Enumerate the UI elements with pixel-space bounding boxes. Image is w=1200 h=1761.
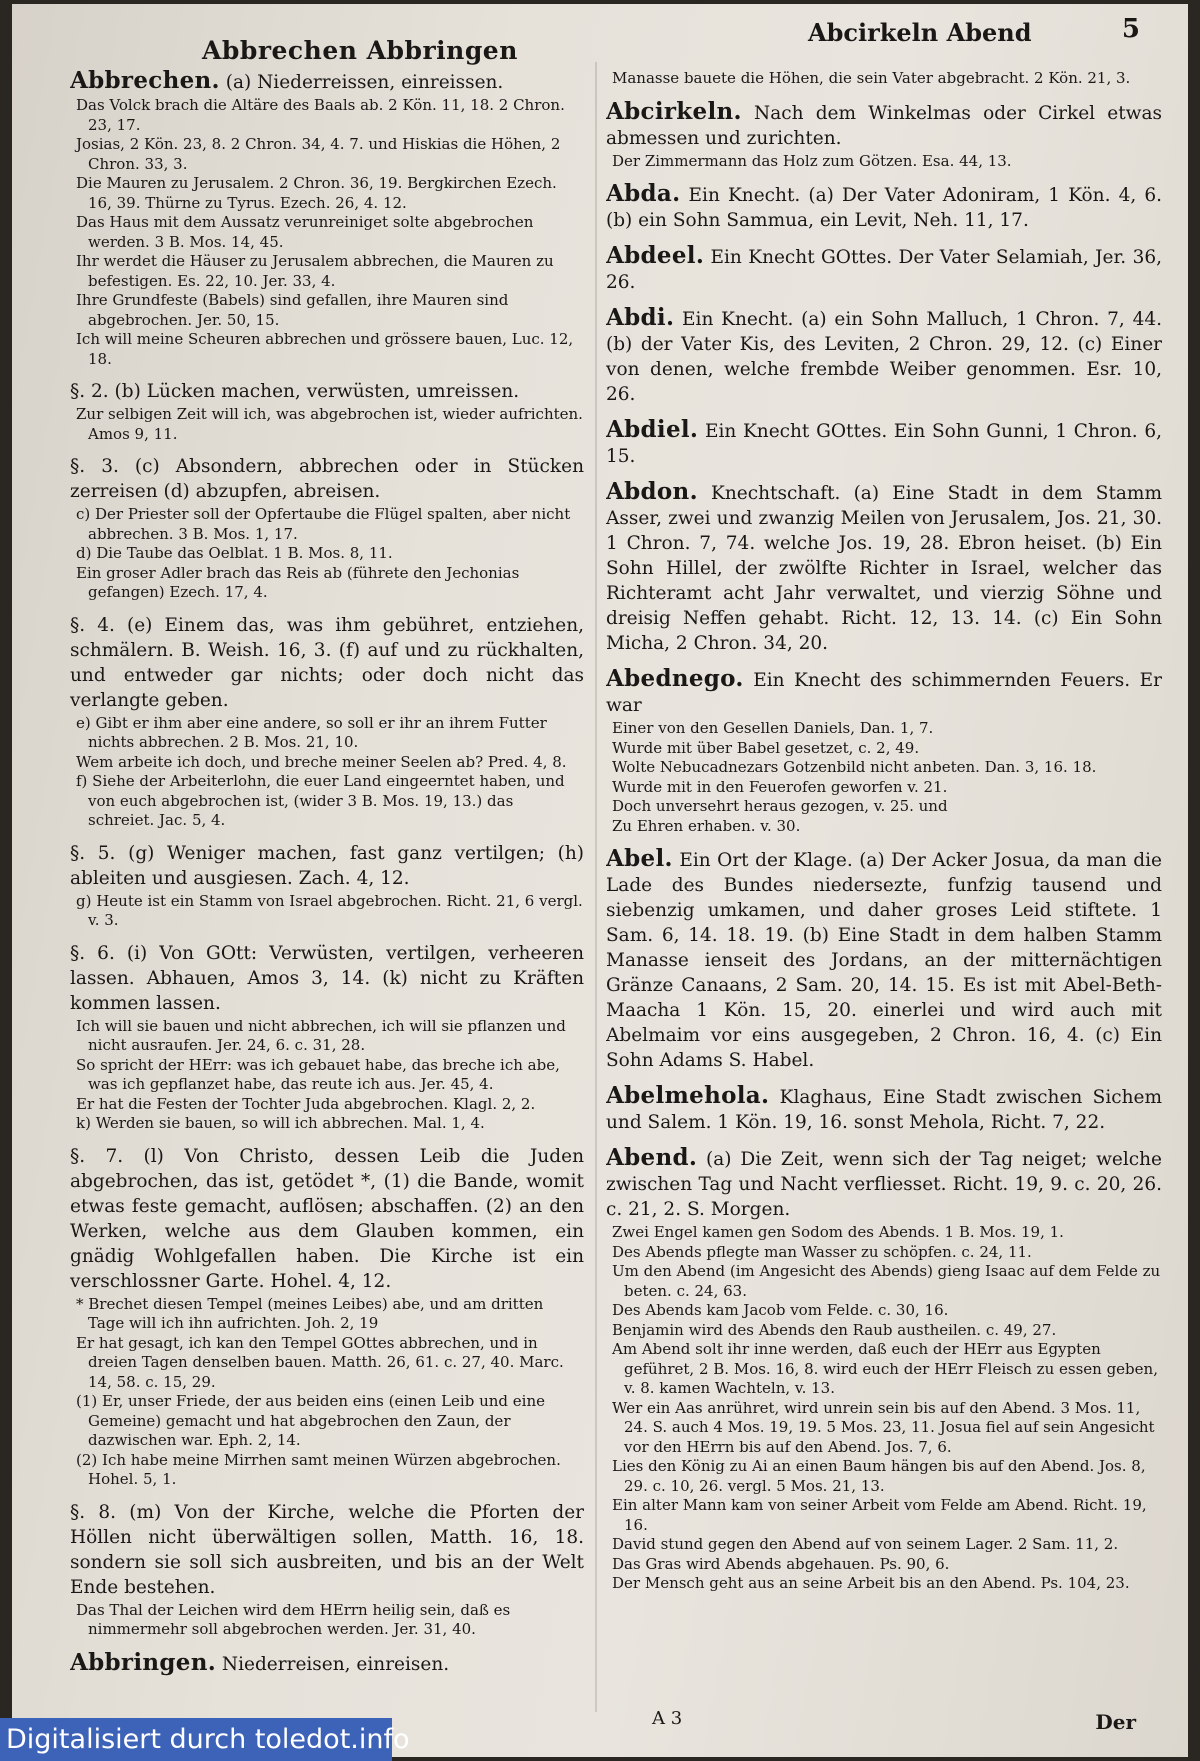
dictionary-entry — [70, 841, 584, 931]
entry-text: Niederreisen, einreisen. — [216, 1653, 450, 1675]
dictionary-entry — [70, 379, 584, 444]
citation-line: Die Mauren zu Jerusalem. 2 Chron. 36, 19. Bergkirchen Ezech. 16, 39. Thürne zu Tyrus. Ezech. 26, 4. 12. — [76, 174, 557, 212]
right-running-head: Abcirkeln Abend — [808, 18, 1032, 47]
entry-definition — [606, 1145, 1162, 1222]
citation-list — [70, 505, 584, 603]
citation-list — [70, 96, 584, 369]
entry-definition — [606, 666, 1162, 718]
entry-definition — [70, 68, 584, 95]
left-running-head: Abbrechen Abbringen — [202, 36, 518, 65]
entry-text: Ein Knecht GOttes. Ein Sohn Gunni, 1 Chron. 6, 15. — [606, 421, 1162, 467]
entry-text: Ein Knecht des schimmernden Feuers. Er war — [606, 670, 1162, 716]
citation-list — [70, 405, 584, 444]
citation-line: Er hat gesagt, ich kan den Tempel GOttes abbrechen, und in dreien Tagen denselben bauen. Matth. 26, 61. c. 27, 40. Marc. 14, 58. c. 15, 29. — [76, 1333, 564, 1391]
entry-definition — [606, 243, 1162, 295]
catchword: Der — [1095, 1710, 1136, 1734]
citation-line: Ein alter Mann kam von seiner Arbeit vom Felde am Abend. Richt. 19, 16. — [612, 1496, 1147, 1534]
entry-text: Knechtschaft. (a) Eine Stadt in dem Stamm Asser, zwei und zwanzig Meilen von Jerusalem, Jos. 21, 30. 1 Chron. 7, 74. welche Jos. 19, 28. Ebron heiset. (b) Ein Sohn Hillel, der zwölfte Richter in Israel, welcher das Richteramt acht Jahr verwaltet, und vierzig Söhne und dreisig Neffen gehabt. Richt. 12, 13. 14. (c) Ein Sohn Micha, 2 Chron. 34, 20. — [606, 483, 1162, 654]
digitization-watermark: Digitalisiert durch toledot.info — [0, 1718, 392, 1761]
entry-lemma: Abcirkeln. — [606, 97, 742, 125]
page-number: 5 — [1121, 14, 1140, 44]
entry-lemma: Abda. — [606, 180, 681, 207]
entry-definition — [70, 1500, 584, 1600]
dictionary-entry — [70, 1144, 584, 1490]
citation-line: Lies den König zu Ai an einen Baum hängen bis auf den Abend. Jos. 8, 29. c. 10, 26. vergl. 5 Mos. 21, 13. — [612, 1457, 1146, 1495]
citation-line: Zwei Engel kamen gen Sodom des Abends. 1 B. Mos. 19, 1. — [612, 1223, 1064, 1241]
citation-line: Der Mensch geht aus an seine Arbeit bis an den Abend. Ps. 104, 23. — [612, 1574, 1130, 1592]
entry-text: §. 4. (e) Einem das, was ihm gebühret, entziehen, schmälern. B. Weish. 16, 3. (f) auf und zu rückhalten, und entweder gar nichts; oder doch nicht das verlangte geben. — [70, 614, 584, 711]
citation-line: e) Gibt er ihm aber eine andere, so soll er ihr an ihrem Futter nichts abbrechen. 2 B. Mos. 21, 10. — [76, 713, 547, 751]
dictionary-entry — [70, 454, 584, 603]
dictionary-entry — [606, 243, 1162, 295]
entry-definition — [70, 841, 584, 891]
citation-line: Das Volck brach die Altäre des Baals ab. 2 Kön. 11, 18. 2 Chron. 23, 17. — [76, 96, 565, 134]
entry-definition — [606, 479, 1162, 656]
citation-line: (2) Ich habe meine Mirrhen samt meinen Würzen abgebrochen. Hohel. 5, 1. — [76, 1450, 561, 1488]
citation-line: c) Der Priester soll der Opfertaube die Flügel spalten, aber nicht abbrechen. 3 B. Mos. 1, 17. — [76, 505, 571, 543]
entry-definition — [606, 181, 1162, 233]
citation-line: Wurde mit über Babel gesetzet, c. 2, 49. — [612, 738, 920, 757]
citation-line: Das Gras wird Abends abgehauen. Ps. 90, 6. — [612, 1554, 950, 1573]
column-gutter — [595, 62, 597, 1712]
citation-line: Wer ein Aas anrühret, wird unrein sein bis auf den Abend. 3 Mos. 11, 24. S. auch 4 Mos. 19, 19. 5 Mos. 23, 11. Josua fiel auf sein Angesicht vor den HErrn bis auf den Abend. Jos. 7, 6. — [612, 1398, 1155, 1456]
dictionary-entry — [606, 305, 1162, 407]
dictionary-entry — [70, 1650, 584, 1677]
entry-text: §. 3. (c) Absondern, abbrechen oder in Stücken zerreisen (d) abzupfen, abreisen. — [70, 456, 584, 502]
dictionary-entry — [70, 68, 584, 369]
citation-line: Manasse bauete die Höhen, die sein Vater abgebracht. 2 Kön. 21, 3. — [612, 69, 1131, 87]
dictionary-entry — [606, 666, 1162, 836]
citation-list — [606, 719, 1162, 836]
citation-line: Wem arbeite ich doch, und breche meiner Seelen ab? Pred. 4, 8. — [76, 752, 567, 771]
entry-lemma: Abdeel. — [606, 242, 705, 269]
entry-text: Ein Knecht. (a) ein Sohn Malluch, 1 Chron. 7, 44. (b) der Vater Kis, des Leviten, 2 Chron. 29, 12. (c) Einer von denen, welche frembde Weiber genommen. Esr. 10, 26. — [606, 309, 1162, 405]
citation-line: Um den Abend (im Angesicht des Abends) gieng Isaac auf dem Felde zu beten. c. 24, 63. — [612, 1262, 1161, 1300]
entry-lemma: Abbringen. — [70, 1648, 217, 1676]
entry-definition — [606, 417, 1162, 469]
entry-lemma: Abdiel. — [606, 416, 699, 443]
entry-definition — [70, 941, 584, 1016]
page-header — [12, 14, 1188, 65]
entry-definition — [70, 1650, 584, 1677]
dictionary-entry — [70, 941, 584, 1134]
dictionary-entry — [606, 846, 1162, 1073]
entry-definition — [70, 379, 584, 404]
citation-line: Zur selbigen Zeit will ich, was abgebrochen ist, wieder aufrichten. Amos 9, 11. — [76, 405, 583, 443]
citation-line: Ich will sie bauen und nicht abbrechen, ich will sie pflanzen und nicht ausraufen. Jer. 24, 6. c. 31, 28. — [76, 1016, 566, 1054]
dictionary-entry — [606, 99, 1162, 172]
citation-line: f) Siehe der Arbeiterlohn, die euer Land eingeerntet haben, und von euch abgebrochen ist, (wider 3 B. Mos. 19, 13.) das schreiet. Jac. 5, 4. — [76, 772, 565, 829]
entry-lemma: Abdon. — [606, 478, 698, 505]
entry-text: §. 5. (g) Weniger machen, fast ganz vertilgen; (h) ableiten und ausgiesen. Zach. 4, 12. — [70, 842, 584, 889]
entry-lemma: Abednego. — [606, 665, 744, 692]
citation-line: Doch unversehrt heraus gezogen, v. 25. und — [612, 797, 948, 815]
citation-line: Das Thal der Leichen wird dem HErrn heilig sein, daß es nimmermehr soll abgebrochen werden. Jer. 31, 40. — [76, 1600, 511, 1638]
book-page — [12, 4, 1188, 1757]
left-column — [70, 68, 584, 1708]
citation-line: d) Die Taube das Oelblat. 1 B. Mos. 8, 11. — [76, 544, 393, 562]
dictionary-entry — [70, 1500, 584, 1640]
entry-lemma: Abend. — [606, 1144, 698, 1171]
citation-line: (1) Er, unser Friede, der aus beiden eins (einen Leib und eine Gemeine) gemacht und hat abgebrochen den Zaun, der dazwischen war. Eph. 2, 14. — [76, 1392, 545, 1449]
citation-line: David stund gegen den Abend auf von seinem Lager. 2 Sam. 11, 2. — [612, 1535, 1119, 1553]
dictionary-entry — [606, 1083, 1162, 1135]
entry-text: Ein Ort der Klage. (a) Der Acker Josua, da man die Lade des Bundes niedersezte, funfzig tausend und siebenzig umkamen, und daher groses Leid stiftete. 1 Sam. 6, 14. 18. 19. (b) Eine Stadt in dem halben Stamm Manasse ienseit des Jordans, an der mitternächtigen Gränze Canaans, 2 Sam. 20, 14. 15. Es ist mit Abel-Beth-Maacha 1 Kön. 15, 20. einerlei und wird auch mit Abelmaim vor eins ausgegeben, 2 Chron. 16, 4. (c) Ein Sohn Adams S. Habel. — [606, 850, 1162, 1071]
citation-line: Er hat die Festen der Tochter Juda abgebrochen. Klagl. 2, 2. — [76, 1094, 536, 1113]
entry-text: §. 2. (b) Lücken machen, verwüsten, umreissen. — [70, 381, 520, 402]
dictionary-entry — [606, 181, 1162, 233]
signature-mark: A 3 — [652, 1708, 683, 1729]
entry-lemma: Abelmehola. — [606, 1082, 770, 1109]
entry-lemma: Abdi. — [606, 304, 675, 331]
entry-lemma: Abel. — [606, 845, 673, 872]
citation-line: Wolte Nebucadnezars Gotzenbild nicht anbeten. Dan. 3, 16. 18. — [612, 758, 1097, 776]
entry-text: §. 8. (m) Von der Kirche, welche die Pforten der Höllen nicht überwältigen sollen, Matth. 16, 18. sondern sie soll sich ausbreiten, und bis an der Welt Ende bestehen. — [70, 1501, 584, 1598]
citation-line: Benjamin wird des Abends den Raub austheilen. c. 49, 27. — [612, 1320, 1057, 1339]
citation-line: Ich will meine Scheuren abbrechen und grössere bauen, Luc. 12, 18. — [76, 330, 574, 368]
entry-text: Ein Knecht GOttes. Der Vater Selamiah, Jer. 36, 26. — [606, 247, 1162, 293]
entry-definition — [70, 613, 584, 713]
entry-definition — [606, 846, 1162, 1073]
dictionary-entry — [606, 1145, 1162, 1594]
right-column — [606, 68, 1162, 1708]
entry-lemma: Abbrechen. — [70, 68, 220, 94]
citation-list — [70, 892, 584, 931]
citation-line: Ihr werdet die Häuser zu Jerusalem abbrechen, die Mauren zu befestigen. Es. 22, 10. Jer. 33, 4. — [76, 252, 554, 290]
citation-list — [70, 1601, 584, 1640]
citation-line: So spricht der HErr: was ich gebauet habe, das breche ich abe, was ich gepflanzet habe, das reute ich aus. Jer. 45, 4. — [76, 1055, 560, 1093]
citation-line: Ihre Grundfeste (Babels) sind gefallen, ihre Mauren sind abgebrochen. Jer. 50, 15. — [76, 291, 509, 329]
citation-line: Am Abend solt ihr inne werden, daß euch der HErr aus Egypten geführet, 2 B. Mos. 16, 8. wird euch der HErr Fleisch zu essen geben, v. 8. kamen Wachteln, v. 13. — [612, 1340, 1158, 1397]
citation-list — [70, 1017, 584, 1134]
dictionary-entry — [606, 479, 1162, 656]
entry-definition — [70, 1144, 584, 1294]
citation-line: Zu Ehren erhaben. v. 30. — [612, 816, 801, 835]
dictionary-entry — [606, 69, 1162, 89]
citation-line: Ein groser Adler brach das Reis ab (führete den Jechonias gefangen) Ezech. 17, 4. — [76, 563, 520, 601]
entry-text: §. 6. (i) Von GOtt: Verwüsten, vertilgen, verheeren lassen. Abhauen, Amos 3, 14. (k) nicht zu Kräften kommen lassen. — [70, 942, 584, 1014]
citation-list — [70, 1295, 584, 1490]
entry-definition — [606, 1083, 1162, 1135]
citation-list — [606, 69, 1162, 89]
citation-line: Josias, 2 Kön. 23, 8. 2 Chron. 34, 4. 7. und Hiskias die Höhen, 2 Chron. 33, 3. — [76, 135, 561, 173]
citation-line: Das Haus mit dem Aussatz verunreiniget solte abgebrochen werden. 3 B. Mos. 14, 45. — [76, 213, 534, 251]
dictionary-entry — [606, 417, 1162, 469]
citation-line: Des Abends pflegte man Wasser zu schöpfen. c. 24, 11. — [612, 1242, 1032, 1261]
entry-text: §. 7. (l) Von Christo, dessen Leib die Juden abgebrochen, das ist, getödet *, (1) die Bande, womit etwas feste gemacht, auflösen; abschaffen. (2) an den Werken, welche aus dem Glauben kommen, ein gnädig Wohlgefallen haben. Die Kirche ist ein verschlossner Garte. Hohel. 4, 12. — [70, 1145, 584, 1292]
citation-line: Des Abends kam Jacob vom Felde. c. 30, 16. — [612, 1301, 949, 1319]
citation-list — [70, 714, 584, 831]
dictionary-entry — [70, 613, 584, 831]
entry-text: Klaghaus, Eine Stadt zwischen Sichem und Salem. 1 Kön. 19, 16. sonst Mehola, Richt. 7, 22. — [606, 1087, 1162, 1133]
entry-text: Ein Knecht. (a) Der Vater Adoniram, 1 Kön. 4, 6. (b) ein Sohn Sammua, ein Levit, Neh. 11, 17. — [606, 185, 1162, 231]
entry-definition — [70, 454, 584, 504]
entry-definition — [606, 305, 1162, 407]
citation-line: k) Werden sie bauen, so will ich abbrechen. Mal. 1, 4. — [76, 1114, 485, 1132]
citation-list — [606, 1223, 1162, 1594]
citation-line: Der Zimmermann das Holz zum Götzen. Esa. 44, 13. — [612, 151, 1012, 170]
entry-text: Nach dem Winkelmas oder Cirkel etwas abmessen und zurichten. — [606, 102, 1162, 149]
entry-text: (a) Die Zeit, wenn sich der Tag neiget; welche zwischen Tag und Nacht verfliesset. Richt. 19, 9. c. 20, 26. c. 21, 2. S. Morgen. — [606, 1149, 1162, 1220]
entry-definition — [606, 99, 1162, 151]
citation-line: Wurde mit in den Feuerofen geworfen v. 21. — [612, 777, 948, 796]
citation-line: * Brechet diesen Tempel (meines Leibes) abe, und am dritten Tage will ich ihn aufrichten. Joh. 2, 19 — [76, 1294, 544, 1332]
citation-list — [606, 152, 1162, 172]
citation-line: g) Heute ist ein Stamm von Israel abgebrochen. Richt. 21, 6 vergl. v. 3. — [76, 891, 583, 929]
entry-text: (a) Niederreissen, einreissen. — [219, 72, 504, 93]
citation-line: Einer von den Gesellen Daniels, Dan. 1, 7. — [612, 719, 934, 737]
